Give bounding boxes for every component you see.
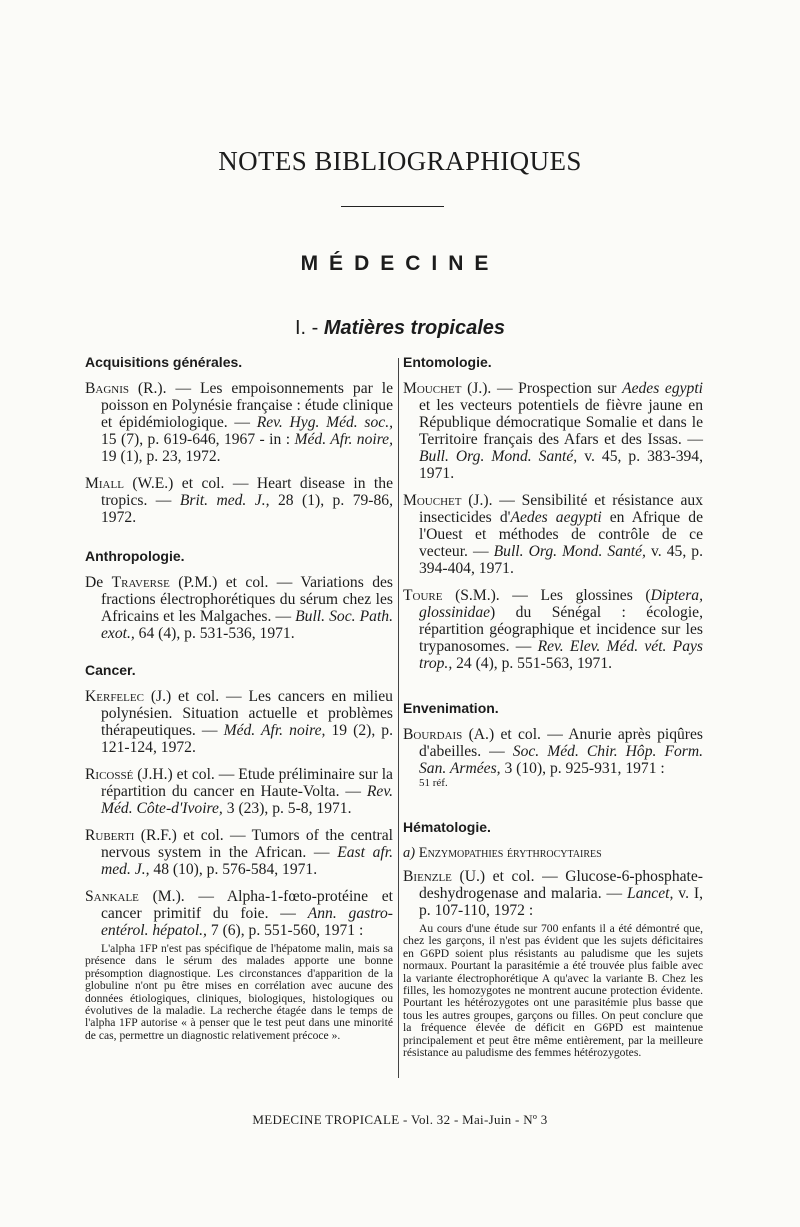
entry-bagnis: Bagnis (R.). — Les empoisonnements par le poisson en Polynésie française : étude clinique et épidémiologique. — Rev. Hyg. Méd. soc., 15 (7), p. 619-646, 1967 - in : Méd. Afr. noire, 19 (1), p. 23, 1972. bbox=[85, 380, 394, 465]
author: Mouchet (J.). bbox=[403, 380, 492, 397]
left-column bbox=[85, 354, 393, 1052]
species: Aedes aegypti bbox=[510, 509, 602, 526]
journal: Soc. Méd. Chir. Hôp. Form. San. Armées, bbox=[419, 743, 704, 777]
journal: Lancet, bbox=[627, 885, 674, 902]
journal: Méd. Afr. noire, bbox=[223, 722, 326, 739]
subsection-name: Matières tropicales bbox=[323, 317, 506, 339]
entry-mouchet-1: Mouchet (J.). — Prospection sur Aedes egypti et les vecteurs potentiels de fièvre jaune en République démocratique Somalie et dans le Territoire français des Afars et des Issas. — Bull. Org. Mond. Santé, v. 45, p. 383-394, 1971. bbox=[403, 380, 704, 482]
entry-ruberti: Ruberti (R.F.) et col. — Tumors of the central nervous system in the African. — East afr. med. J., 48 (10), p. 576-584, 1971. bbox=[85, 827, 393, 878]
column-divider bbox=[398, 358, 399, 1078]
subsection-heading bbox=[0, 317, 800, 340]
entry-ricosse: Ricossé (J.H.) et col. — Etude préliminaire sur la répartition du cancer en Haute-Volta. — Rev. Méd. Côte-d'Ivoire, 3 (23), p. 5-8, 1971. bbox=[85, 766, 393, 817]
journal: Rev. Hyg. Méd. soc., bbox=[256, 414, 393, 431]
journal: East afr. med. J., bbox=[101, 844, 393, 878]
entry-mouchet-2: Mouchet (J.). — Sensibilité et résistance aux insecticides d'Aedes aegypti en Afrique de l'Ouest et méthodes de contrôle de ce vecteur. — Bull. Org. Mond. Santé, v. 45, p. 394-404, 1971. bbox=[403, 492, 704, 577]
right-column bbox=[403, 354, 703, 1069]
heading-acquisitions: Acquisitions générales. bbox=[85, 354, 243, 370]
author: Sankale (M.). bbox=[85, 888, 185, 905]
journal: Brit. med. J., bbox=[179, 492, 270, 509]
abstract-sankale: L'alpha 1FP n'est pas spécifique de l'hépatome malin, mais sa présence dans le sérum des malades apporte une bonne présomption diagnostique. Les circonstances d'apparition de la globuline n'ont pu être mises en corrélation avec aucune des données étiologiques, cliniques, biologiques, histologiques ou évolutives de la maladie. La recherche étagée dans le temps de l'alpha 1FP autorise « à penser que le test peut dans une minorité de cas, permettre un diagnostic relativement précoce ». bbox=[85, 942, 393, 1042]
species: Aedes egypti bbox=[622, 380, 704, 397]
journal: Bull. Org. Mond. Santé, bbox=[419, 448, 578, 465]
page-footer: MEDECINE TROPICALE - Vol. 32 - Mai-Juin - Nº 3 bbox=[252, 1112, 548, 1127]
entry-bienzle: Bienzle (U.) et col. — Glucose-6-phosphate-deshydrogenase and malaria. — Lancet, v. I, p. 107-110, 1972 : bbox=[403, 868, 703, 919]
subheading-enzymopathies: a) Enzymopathies érythrocytaires bbox=[403, 845, 602, 861]
journal: Bull. Org. Mond. Santé, bbox=[493, 543, 646, 560]
author: Ricossé (J.H.) bbox=[85, 766, 173, 783]
author: Ruberti (R.F.) bbox=[85, 827, 177, 844]
entry-toure: Toure (S.M.). — Les glossines (Diptera, glossinidae) du Sénégal : écologie, répartition géographique et incidence sur les trypanosomes. — Rev. Elev. Méd. vét. Pays trop., 24 (4), p. 551-563, 1971. bbox=[403, 587, 703, 672]
entry-kerfelec: Kerfelec (J.) et col. — Les cancers en milieu polynésien. Situation actuelle et problèmes thérapeutiques. — Méd. Afr. noire, 19 (2), p. 121-124, 1972. bbox=[85, 688, 393, 756]
journal: Ann. gastro-entérol. hépatol., bbox=[101, 905, 394, 939]
journal: Bull. Soc. Path. exot., bbox=[101, 608, 393, 642]
entry-bourdais: Bourdais (A.) et col. — Anurie après piqûres d'abeilles. — Soc. Méd. Chir. Hôp. Form. San. Armées, 3 (10), p. 925-931, 1971 : bbox=[403, 726, 704, 777]
abstract-bienzle: Au cours d'une étude sur 700 enfants il a été démontré que, chez les garçons, il n'est pas évident que les sujets déficitaires en G6PD soient plus résistants au paludisme que les sujets normaux. Pourtant la parasitémie a été trouvée plus faible avec la variante électrophorétique A qu'avec la variante B. Chez les filles, les homozygotes ne montrent aucune protection évidente. Pourtant les hétérozygotes ont une parasitémie plus basse que tous les autres groupes, garçons ou filles. On peut conclure que la fréquence élevée de déficit en G6PD est maintenue principalement et peut être même entièrement, par la meilleure résistance au paludisme des femmes hétérozygotes. bbox=[403, 922, 703, 1060]
journal: Méd. Afr. noire, bbox=[294, 431, 394, 448]
entry-sankale: Sankale (M.). — Alpha-1-fœto-protéine et cancer primitif du foie. — Ann. gastro-entérol. hépatol., 7 (6), p. 551-560, 1971 : bbox=[85, 888, 394, 939]
author: Bienzle (U.) bbox=[403, 868, 486, 885]
author: Toure (S.M.). bbox=[403, 587, 500, 604]
page-title: NOTES BIBLIOGRAPHIQUES bbox=[218, 146, 582, 176]
author: Bagnis (R.). bbox=[85, 380, 167, 397]
author: Miall (W.E.) bbox=[85, 475, 174, 492]
entry-de-traverse: De Traverse (P.M.) et col. — Variations des fractions électrophorétiques du sérum chez les Africains et les Malgaches. — Bull. Soc. Path. exot., 64 (4), p. 531-536, 1971. bbox=[85, 574, 393, 642]
heading-cancer: Cancer. bbox=[85, 662, 136, 678]
heading-entomologie: Entomologie. bbox=[403, 354, 492, 370]
heading-hematologie: Hématologie. bbox=[403, 819, 491, 835]
title-rule bbox=[341, 206, 444, 207]
section-heading: MÉDECINE bbox=[300, 252, 500, 275]
author: Bourdais (A.) bbox=[403, 726, 495, 743]
entry-miall: Miall (W.E.) et col. — Heart disease in the tropics. — Brit. med. J., 28 (1), p. 79-86, 1972. bbox=[85, 475, 393, 526]
species: Diptera, glossinidae bbox=[419, 587, 703, 621]
journal: Rev. Elev. Méd. vét. Pays trop., bbox=[419, 638, 703, 672]
journal: Rev. Méd. Côte-d'Ivoire, bbox=[101, 783, 393, 817]
references-count: 51 réf. bbox=[419, 777, 448, 789]
author: Mouchet (J.). bbox=[403, 492, 493, 509]
author: Kerfelec (J.) bbox=[85, 688, 172, 705]
subsection-number: I. - bbox=[294, 317, 319, 339]
heading-anthropologie: Anthropologie. bbox=[85, 548, 185, 564]
heading-envenimation: Envenimation. bbox=[403, 700, 499, 716]
author: Traverse (P.M.) bbox=[111, 574, 218, 591]
